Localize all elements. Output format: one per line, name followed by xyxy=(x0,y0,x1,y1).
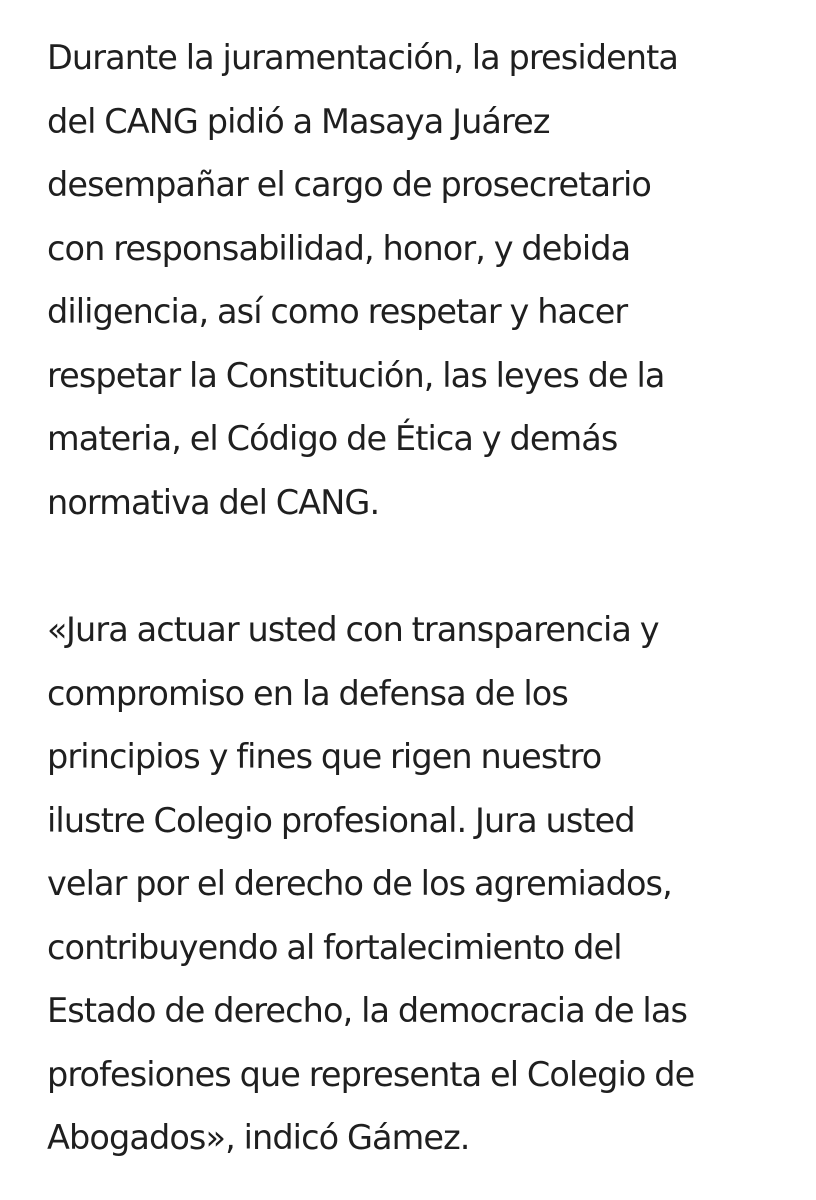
paragraph-spacer xyxy=(47,534,807,598)
text-line: con responsabilidad, honor, y debida xyxy=(47,228,631,268)
text-line: del CANG pidió a Masaya Juárez xyxy=(47,101,550,141)
text-line: respetar la Constitución, las leyes de la xyxy=(47,355,665,395)
text-line: contribuyendo al fortalecimiento del xyxy=(47,927,622,967)
text-line: Durante la juramentación, la presidenta xyxy=(47,38,678,77)
paragraph-oath-request xyxy=(47,26,807,534)
text-line: principios y fines que rigen nuestro xyxy=(47,737,602,776)
text-line: desempañar el cargo de prosecretario xyxy=(47,165,651,204)
text-line: Estado de derecho, la democracia de las xyxy=(47,991,688,1030)
text-line: velar por el derecho de los agremiados, xyxy=(47,864,672,903)
text-line: compromiso en la defensa de los xyxy=(47,673,568,713)
text-line: materia, el Código de Ética y demás xyxy=(47,419,618,458)
paragraph-oath-quote xyxy=(47,598,807,1170)
text-line: «Jura actuar usted con transparencia y xyxy=(47,610,659,649)
article-body xyxy=(47,26,807,1170)
text-line: Abogados», indicó Gámez. xyxy=(47,1118,470,1157)
text-line: profesiones que representa el Colegio de xyxy=(47,1054,695,1094)
text-line: diligencia, así como respetar y hacer xyxy=(47,292,628,331)
text-line: ilustre Colegio profesional. Jura usted xyxy=(47,800,635,840)
text-line: normativa del CANG. xyxy=(47,482,380,522)
